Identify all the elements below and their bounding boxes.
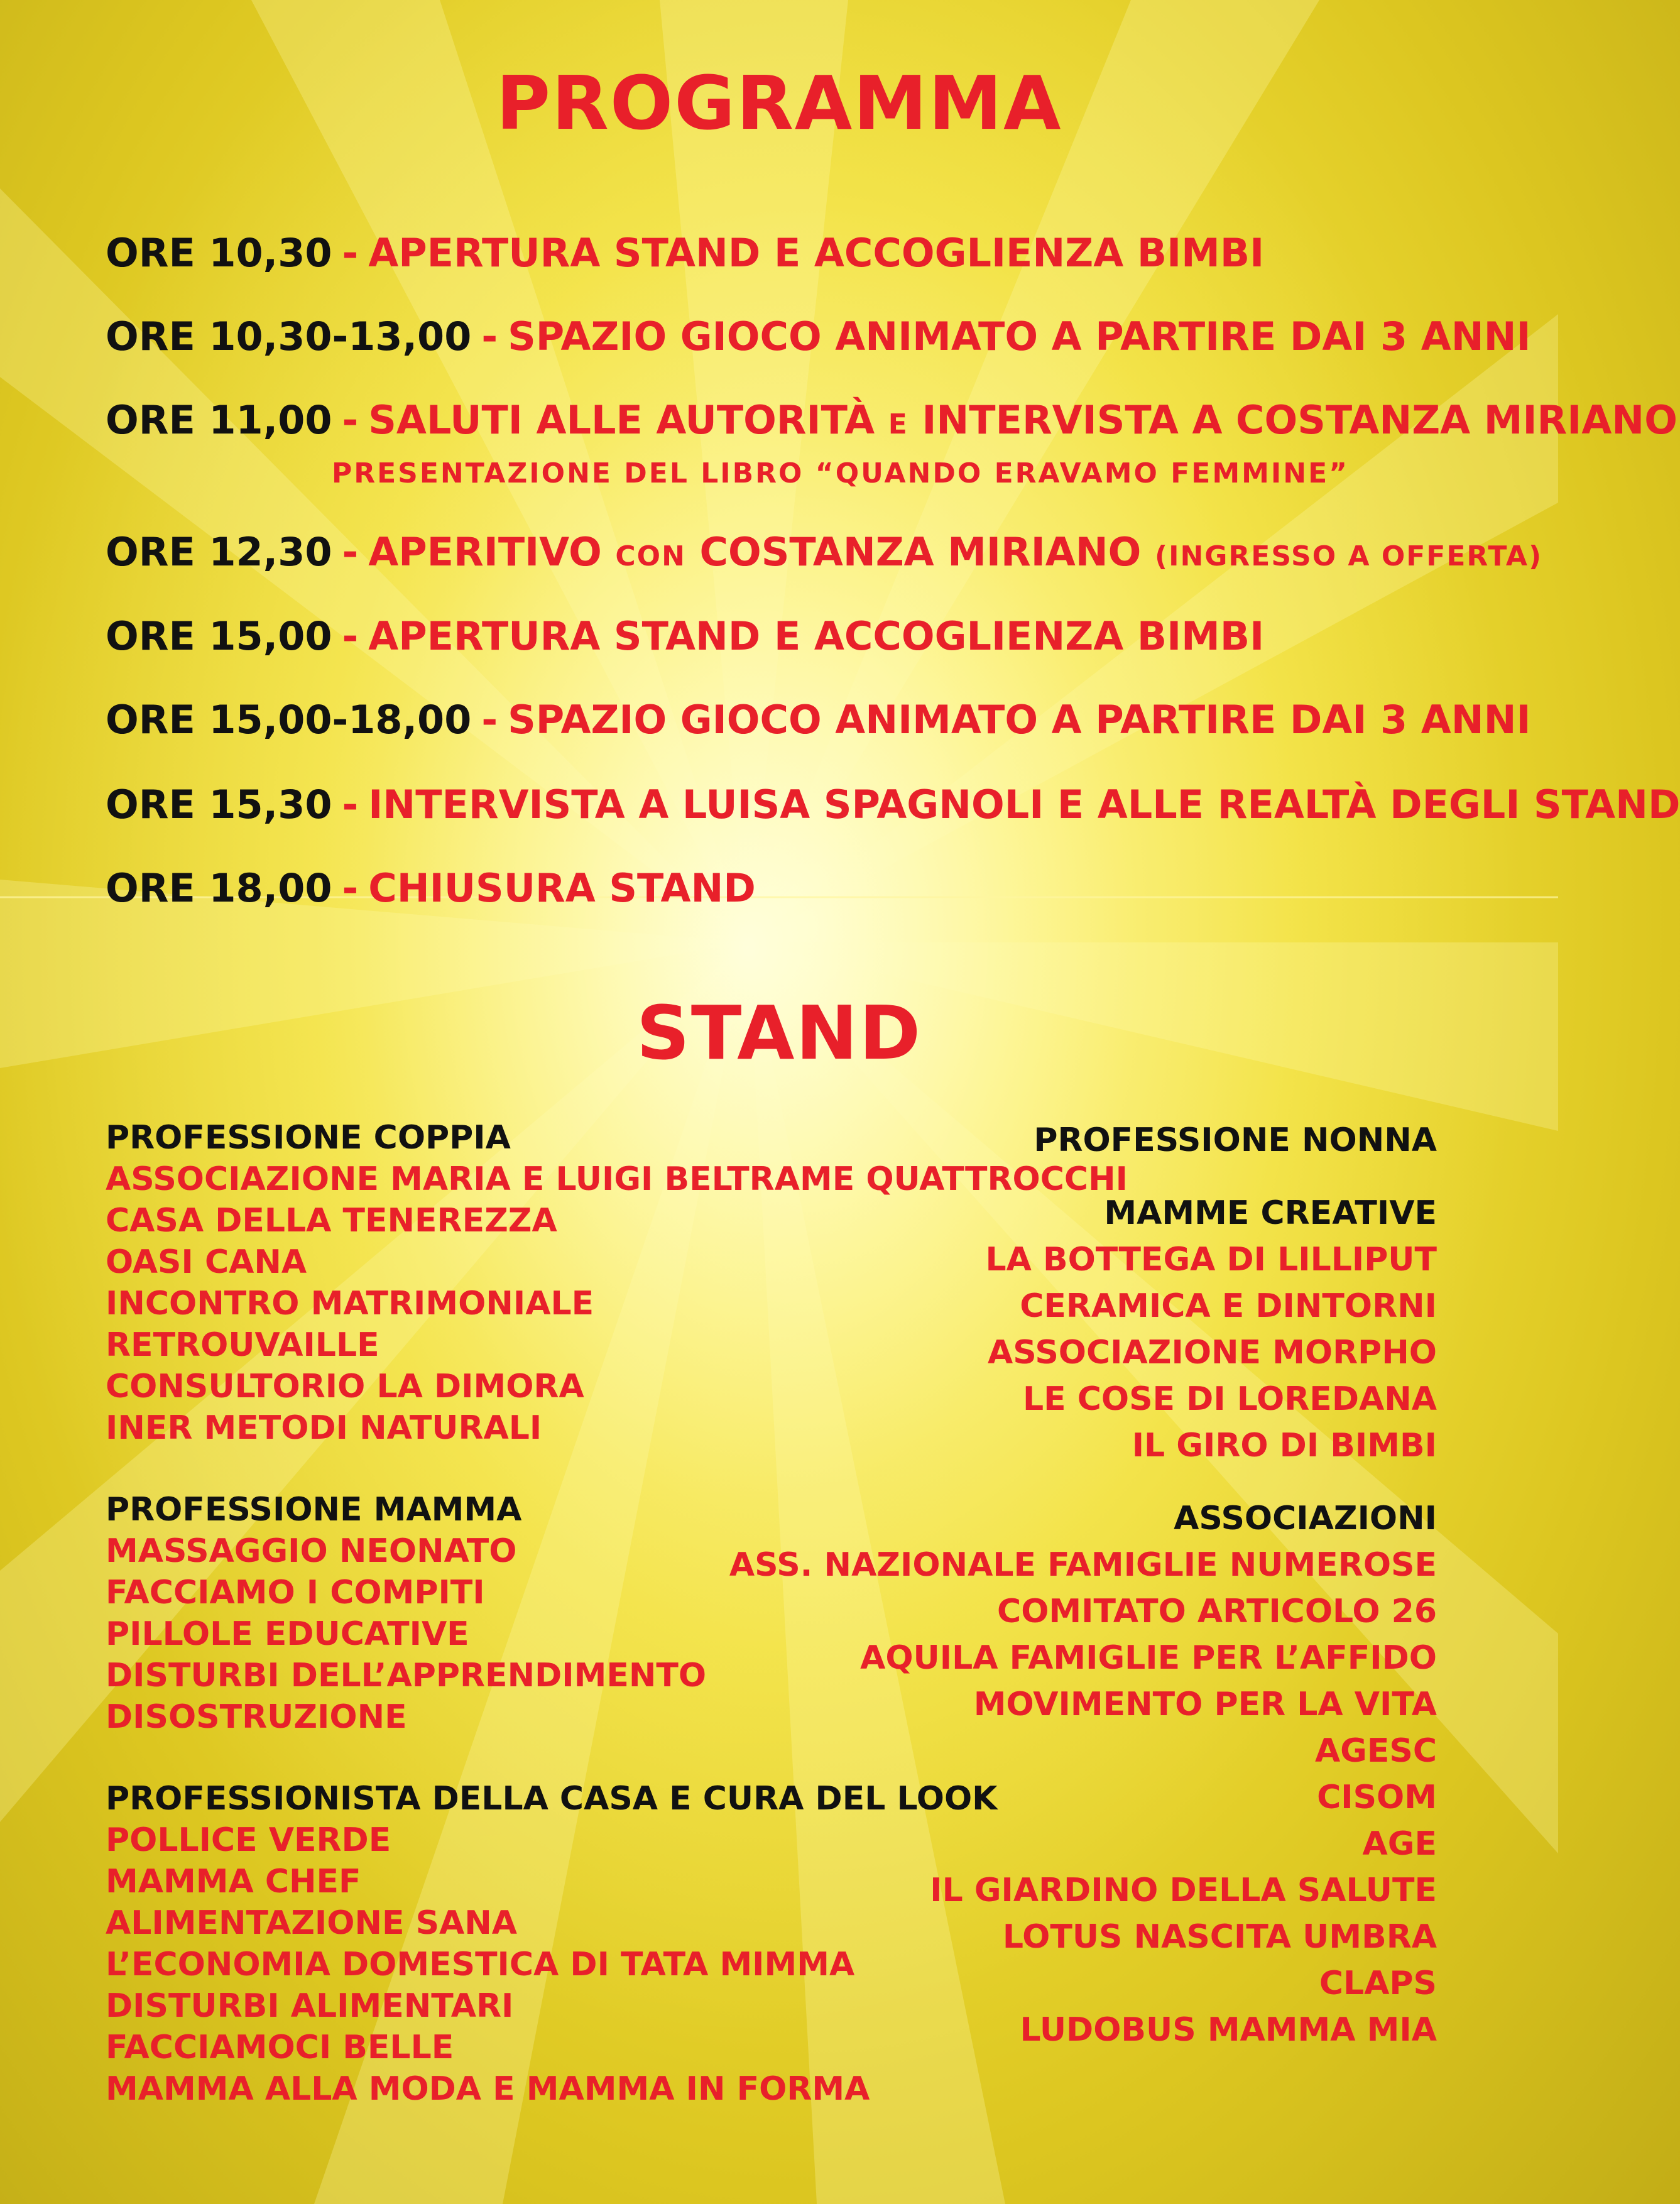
- schedule-activity: APERTURA STAND E ACCOGLIENZA BIMBI: [368, 613, 1265, 659]
- schedule-row: [106, 697, 1531, 743]
- schedule-separator: -: [342, 865, 359, 911]
- stand-item: DISTURBI DELL’APPRENDIMENTO: [106, 1657, 707, 1694]
- schedule-row: [106, 782, 1680, 827]
- schedule-separator: -: [342, 782, 359, 827]
- stand-item: CLAPS: [1319, 1965, 1437, 2002]
- stand-group-associazioni: [620, 1495, 1437, 2053]
- schedule-activity: CHIUSURA STAND: [368, 865, 756, 911]
- stand-item: ALIMENTAZIONE SANA: [106, 1904, 518, 1942]
- schedule-joint-word: CON: [615, 540, 686, 572]
- stand-group-mamme-creative: [620, 1190, 1437, 1469]
- programma-title: PROGRAMMA: [496, 60, 1062, 146]
- stand-item: MAMMA CHEF: [106, 1863, 361, 1901]
- schedule-separator: -: [342, 230, 359, 276]
- stand-item: AGE: [1362, 1825, 1437, 1863]
- stand-item: AQUILA FAMIGLIE PER L’AFFIDO: [860, 1639, 1437, 1677]
- stand-item: DISOSTRUZIONE: [106, 1698, 407, 1736]
- stand-item: IL GIRO DI BIMBI: [1132, 1427, 1437, 1465]
- stand-item: DISTURBI ALIMENTARI: [106, 1987, 514, 2025]
- stand-item: LOTUS NASCITA UMBRA: [1002, 1918, 1437, 1956]
- stand-item: FACCIAMO I COMPITI: [106, 1574, 485, 1612]
- stand-item: CISOM: [1317, 1779, 1437, 1816]
- stand-group-heading: MAMME CREATIVE: [1104, 1194, 1437, 1232]
- schedule-row: [106, 397, 1677, 443]
- stand-item: LA BOTTEGA DI LILLIPUT: [985, 1241, 1437, 1279]
- stand-group-heading: PROFESSIONE COPPIA: [106, 1119, 511, 1157]
- book-presentation-subline: PRESENTAZIONE DEL LIBRO “QUANDO ERAVAMO FEMMINE”: [332, 457, 1350, 489]
- schedule-separator: -: [342, 613, 359, 659]
- stand-item: PILLOLE EDUCATIVE: [106, 1615, 469, 1653]
- schedule-time: ORE 15,30: [106, 782, 332, 827]
- stand-right-column: [620, 1117, 1437, 2080]
- schedule-activity: SPAZIO GIOCO ANIMATO A PARTIRE DAI 3 ANNI: [508, 314, 1531, 359]
- stand-item: POLLICE VERDE: [106, 1821, 391, 1859]
- schedule-time: ORE 12,30: [106, 529, 332, 575]
- stand-item: OASI CANA: [106, 1243, 307, 1281]
- schedule-activity: INTERVISTA A COSTANZA MIRIANO: [922, 397, 1677, 443]
- stand-group-professione-nonna: [620, 1117, 1437, 1164]
- stand-item: LE COSE DI LOREDANA: [1022, 1380, 1437, 1418]
- stand-title: STAND: [636, 990, 922, 1076]
- schedule-row: [106, 613, 1265, 659]
- stand-item: CERAMICA E DINTORNI: [1020, 1287, 1437, 1325]
- schedule-time: ORE 15,00-18,00: [106, 697, 472, 743]
- stand-item: INER METODI NATURALI: [106, 1409, 542, 1447]
- schedule-row: [106, 529, 1543, 575]
- schedule-separator: -: [481, 697, 498, 743]
- schedule-separator: -: [342, 529, 359, 575]
- stand-item: MOVIMENTO PER LA VITA: [973, 1686, 1437, 1723]
- schedule-time: ORE 11,00: [106, 397, 332, 443]
- stand-item: RETROUVAILLE: [106, 1326, 379, 1364]
- stand-item: AGESC: [1314, 1732, 1437, 1770]
- schedule-row: [106, 230, 1265, 276]
- schedule-joint-word: E: [888, 408, 908, 440]
- stand-item: ASSOCIAZIONE MARIA E LUIGI BELTRAME QUATTROCCHI: [106, 1160, 1128, 1198]
- schedule-separator: -: [481, 314, 498, 359]
- schedule-activity: APERTURA STAND E ACCOGLIENZA BIMBI: [368, 230, 1265, 276]
- stand-item: COMITATO ARTICOLO 26: [997, 1593, 1437, 1630]
- stand-item: MAMMA ALLA MODA E MAMMA IN FORMA: [106, 2070, 870, 2108]
- stand-item: CONSULTORIO LA DIMORA: [106, 1368, 584, 1405]
- schedule-time: ORE 10,30-13,00: [106, 314, 472, 359]
- schedule-row: [106, 865, 756, 911]
- schedule-activity: APERITIVO: [368, 529, 602, 575]
- schedule-activity: SALUTI ALLE AUTORITÀ: [368, 397, 875, 443]
- schedule-activity: COSTANZA MIRIANO: [699, 529, 1142, 575]
- stand-group-heading: ASSOCIAZIONI: [1174, 1500, 1437, 1537]
- stand-item: ASS. NAZIONALE FAMIGLIE NUMEROSE: [729, 1546, 1437, 1584]
- stand-group-heading: PROFESSIONISTA DELLA CASA E CURA DEL LOOK: [106, 1780, 998, 1818]
- stand-group-heading: PROFESSIONE NONNA: [1034, 1121, 1437, 1159]
- stand-group-heading: PROFESSIONE MAMMA: [106, 1491, 522, 1529]
- schedule-time: ORE 10,30: [106, 230, 332, 276]
- schedule-time: ORE 18,00: [106, 865, 332, 911]
- schedule-separator: -: [342, 397, 359, 443]
- schedule-note: (INGRESSO A OFFERTA): [1154, 540, 1543, 572]
- stand-item: INCONTRO MATRIMONIALE: [106, 1285, 594, 1323]
- stand-item: IL GIARDINO DELLA SALUTE: [930, 1872, 1437, 1909]
- schedule-row: [106, 314, 1531, 359]
- stand-item: CASA DELLA TENEREZZA: [106, 1202, 557, 1240]
- stand-item: L’ECONOMIA DOMESTICA DI TATA MIMMA: [106, 1946, 855, 1983]
- stand-item: MASSAGGIO NEONATO: [106, 1532, 517, 1570]
- stand-item: FACCIAMOCI BELLE: [106, 2029, 454, 2066]
- stand-item: ASSOCIAZIONE MORPHO: [988, 1334, 1437, 1372]
- stand-item: LUDOBUS MAMMA MIA: [1020, 2011, 1437, 2049]
- schedule-time: ORE 15,00: [106, 613, 332, 659]
- schedule-activity: SPAZIO GIOCO ANIMATO A PARTIRE DAI 3 ANNI: [508, 697, 1531, 743]
- schedule-activity: INTERVISTA A LUISA SPAGNOLI E ALLE REALTÀ DEGLI STAND: [368, 782, 1680, 827]
